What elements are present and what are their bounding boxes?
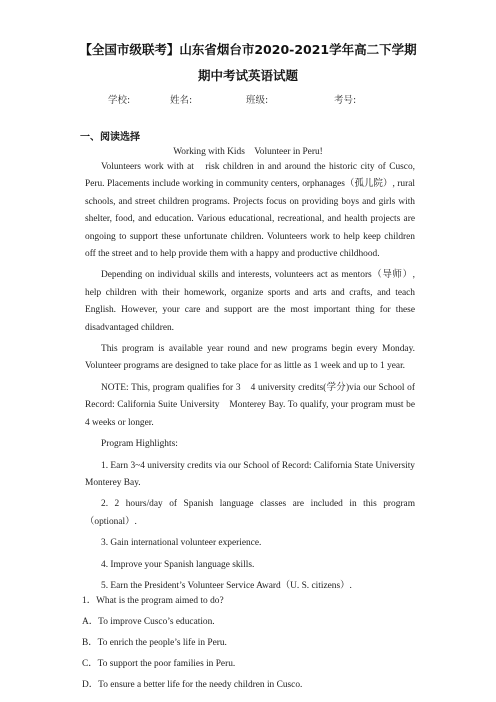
highlight-item-5: 5. Earn the President’s Volunteer Service Award（U. S. citizens）. (101, 580, 352, 591)
option-a: A．To improve Cusco’s education. (82, 617, 215, 627)
option-c: C．To support the poor families in Peru. (82, 659, 236, 669)
highlight-item-2: 2. 2 hours/day of Spanish language classes are included in this program（optional）. (85, 499, 415, 527)
option-d: D．To ensure a better life for the needy children in Cusco. (82, 680, 303, 690)
highlight-item-4: 4. Improve your Spanish language skills. (101, 559, 255, 570)
passage-heading: Working with Kids Volunteer in Peru! (173, 147, 323, 157)
passage-paragraph-2: Depending on individual skills and interests, volunteers act as mentors（导师）, help children with their homework, organize sports and arts and crafts, and teach English. However, your care and support are the most important thing for these disadvantaged children. (85, 270, 415, 333)
section-heading: 一、阅读选择 (80, 132, 140, 143)
highlights-title: Program Highlights: (101, 439, 178, 450)
passage-body (85, 159, 415, 599)
school-label: 学校: (108, 95, 131, 106)
highlight-item-1: 1. Earn 3~4 university credits via our School of Record: California State University Monterey Bay. (85, 460, 415, 488)
document-title-line-1: 【全国市级联考】山东省烟台市2020-2021学年高二下学期 (79, 42, 417, 57)
document-title-line-2: 期中考试英语试题 (197, 68, 298, 83)
passage-paragraph-3: This program is available year round and new programs begin every Monday. Volunteer programs are designed to take place for as little as 1 week and up to 1 year. (85, 344, 415, 372)
class-label: 班级: (246, 95, 269, 106)
question-stem: 1．What is the program aimed to do? (82, 596, 224, 606)
option-b: B．To enrich the people’s life in Peru. (82, 638, 227, 648)
passage-paragraph-1: Volunteers work with at risk children in and around the historic city of Cusco, Peru. Placements include working in community centers, orphanages（孤儿院）, rural schools, and street children programs. Projects focus on providing boys and girls with shelter, food, and education. Various educational, recreational, and health projects are ongoing to support these unfortunate children. Volunteers work to help keep children off the street and to help provide them with a happy and productive childhood. (85, 162, 415, 260)
exam-number-label: 考号: (334, 95, 357, 106)
highlight-item-3: 3. Gain international volunteer experience. (101, 538, 262, 549)
name-label: 姓名: (170, 95, 193, 106)
passage-paragraph-4: NOTE: This, program qualifies for 3 4 university credits(学分)via our School of Record: California Suite University Monterey Bay. To qualify, your program must be 4 weeks or longer. (85, 382, 415, 428)
